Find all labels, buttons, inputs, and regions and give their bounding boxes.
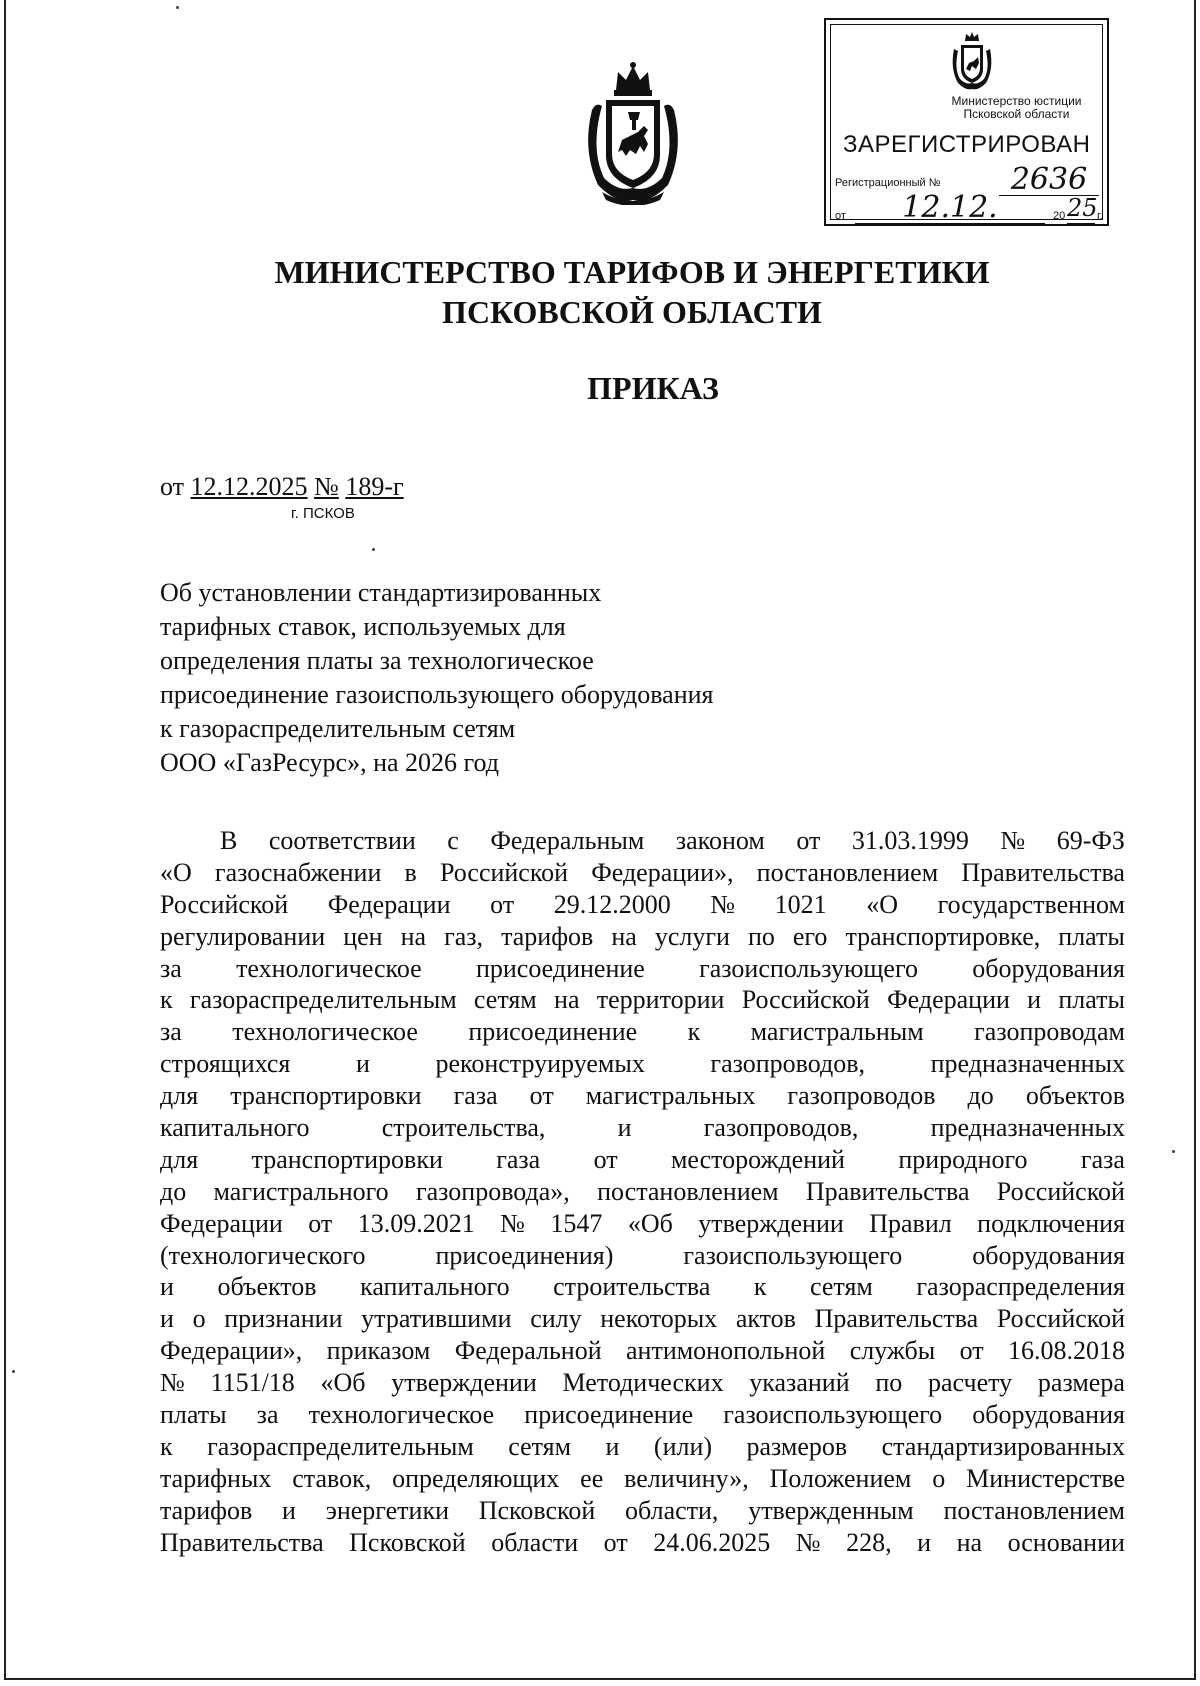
body-line	[160, 984, 1125, 1016]
body-line	[160, 1048, 1125, 1080]
body-word: 29.12.2000	[553, 889, 671, 919]
body-word: на	[400, 921, 427, 951]
body-word: Российской	[996, 1176, 1125, 1206]
body-word: Правительства	[814, 1304, 979, 1334]
body-word: газа	[1080, 1144, 1125, 1174]
subject-line: ООО «ГазРесурс», на 2026 год	[160, 748, 500, 777]
order-reference	[160, 472, 404, 502]
ministry-title	[0, 252, 1200, 332]
body-word: Федерации»,	[160, 1336, 303, 1366]
body-word: регулировании	[160, 921, 326, 951]
body-word: Федеральным	[490, 826, 645, 855]
body-word: объектов	[217, 1272, 317, 1302]
ministry-title-line2: ПСКОВСКОЙ ОБЛАСТИ	[442, 294, 822, 330]
subject-line: определения платы за технологическое	[160, 646, 594, 675]
body-word: основании	[1007, 1527, 1125, 1557]
body-word: от	[593, 1144, 618, 1174]
body-word: газоснабжении	[214, 857, 382, 887]
body-word: газа	[453, 1081, 498, 1111]
scan-speck	[372, 548, 375, 551]
body-word: утверждении	[391, 1368, 537, 1398]
body-paragraph	[160, 825, 1125, 1558]
body-line	[160, 1303, 1125, 1335]
body-line	[160, 921, 1125, 953]
body-word: Федерации»,	[591, 857, 734, 887]
body-word: 69-ФЗ	[1056, 826, 1125, 855]
body-line	[160, 1112, 1125, 1144]
body-word: постановлением	[943, 1495, 1125, 1525]
body-word: тарифов	[501, 921, 594, 951]
body-word: силу	[530, 1304, 582, 1334]
body-word: газопровода»,	[415, 1176, 570, 1206]
body-word: некоторых	[600, 1304, 718, 1334]
body-line	[160, 1176, 1125, 1208]
order-number-sign: №	[314, 472, 339, 501]
order-prefix: от	[160, 472, 185, 501]
body-word: (или)	[653, 1431, 713, 1461]
body-word: его	[792, 921, 828, 951]
body-word: размера	[1037, 1368, 1125, 1398]
body-word: газа	[496, 1144, 541, 1174]
body-word: строительства	[553, 1272, 711, 1302]
stamp-year-suffix: г.	[1097, 210, 1103, 222]
subject-line: к газораспределительным сетям	[160, 714, 516, 743]
body-word: от	[308, 1208, 333, 1238]
registration-stamp	[824, 18, 1109, 226]
body-word: на	[956, 1527, 983, 1557]
body-word: оборудования	[972, 1400, 1125, 1430]
subject-line: Об установлении стандартизированных	[160, 578, 602, 607]
ministry-title-line1: МИНИСТЕРСТВО ТАРИФОВ И ЭНЕРГЕТИКИ	[274, 254, 990, 290]
body-word: соответствии	[268, 826, 416, 855]
body-word: области,	[625, 1495, 719, 1525]
body-word: природного	[898, 1144, 1028, 1174]
body-line	[160, 1016, 1125, 1048]
stamp-year-value: 25	[1067, 194, 1098, 222]
body-word: ставок,	[292, 1463, 372, 1493]
body-word: газораспределительным	[207, 1431, 474, 1461]
body-word: сетям	[508, 1431, 572, 1461]
body-word: капитального	[360, 1272, 510, 1302]
body-word: государственном	[937, 889, 1125, 919]
body-word: капитального	[160, 1113, 310, 1143]
body-word: указаний	[749, 1368, 850, 1398]
body-word: за	[256, 1400, 279, 1430]
body-word: (технологического	[160, 1240, 366, 1270]
body-line	[160, 1240, 1125, 1272]
stamp-number-label: Регистрационный №	[835, 177, 941, 189]
body-word: для	[160, 1144, 199, 1174]
scan-speck	[12, 1370, 15, 1373]
body-word: №	[500, 1208, 525, 1238]
body-word: «Об	[320, 1368, 366, 1398]
body-word: от	[603, 1527, 628, 1557]
body-word: и	[160, 1272, 174, 1302]
body-word: сетям	[810, 1272, 873, 1302]
scan-speck	[176, 6, 179, 9]
stamp-date-value: 12.12.	[855, 193, 1045, 224]
body-word: Федеральной	[454, 1336, 602, 1366]
stamp-date-label: от	[835, 210, 846, 222]
body-word: до	[967, 1081, 994, 1111]
body-word: 1151/18	[210, 1368, 295, 1398]
body-word: Методических	[562, 1368, 724, 1398]
body-word: услуги	[654, 921, 730, 951]
body-word: Федерации	[160, 1208, 283, 1238]
body-word: газопроводов	[787, 1081, 936, 1111]
body-word: №	[1000, 826, 1026, 855]
body-word: транспортировки	[230, 1081, 422, 1111]
body-word: величину»,	[624, 1463, 749, 1493]
body-word: области	[491, 1527, 579, 1557]
subject-line: присоединение газоиспользующего оборудования	[160, 680, 714, 709]
body-word: 16.08.2018	[1007, 1336, 1125, 1366]
body-word: Российской	[741, 985, 870, 1015]
body-word: утратившими	[361, 1304, 512, 1334]
body-word: газоиспользующего	[723, 1400, 943, 1430]
body-word: ее	[580, 1463, 604, 1493]
body-word: и	[160, 1304, 174, 1334]
body-word: и	[355, 1049, 370, 1079]
body-line	[160, 1208, 1125, 1240]
body-line	[160, 1335, 1125, 1367]
body-word: утверждении	[698, 1208, 844, 1238]
body-word: платы	[1058, 921, 1125, 951]
body-line	[160, 1463, 1125, 1495]
body-word: строительства,	[381, 1113, 546, 1143]
body-word: за	[160, 953, 182, 983]
body-word: «Об	[627, 1208, 673, 1238]
body-word: до	[160, 1176, 187, 1206]
body-line	[160, 1399, 1125, 1431]
body-line	[160, 1495, 1125, 1527]
order-subject	[160, 576, 800, 780]
body-word: постановлением	[756, 857, 939, 887]
body-word: Российской	[996, 1304, 1125, 1334]
body-word: Федерации	[887, 985, 1010, 1015]
body-word: газопроводам	[974, 1017, 1125, 1047]
body-word: энергетики	[325, 1495, 449, 1525]
stamp-ministry-line1: Министерство юстиции	[951, 94, 1082, 108]
body-word: присоединение	[524, 1400, 694, 1430]
body-word: к	[160, 985, 173, 1015]
body-word: и	[605, 1431, 620, 1461]
body-word: законом	[675, 826, 765, 855]
body-word: технологическое	[232, 1017, 418, 1047]
body-word: газораспределительным	[189, 985, 457, 1015]
body-word: газопроводов,	[703, 1113, 859, 1143]
body-word: антимонопольной	[626, 1336, 826, 1366]
body-word: по	[875, 1368, 903, 1398]
body-line	[160, 889, 1125, 921]
body-word: газ,	[444, 921, 484, 951]
body-word: Правительства	[805, 1176, 970, 1206]
body-word: газораспределения	[916, 1272, 1125, 1302]
body-word: Министерстве	[966, 1463, 1125, 1493]
body-word: 24.06.2025	[653, 1527, 771, 1557]
body-word: о	[192, 1304, 206, 1334]
body-word: размеров	[746, 1431, 848, 1461]
body-word: к	[687, 1017, 701, 1047]
stamp-year-prefix: 20	[1053, 210, 1066, 222]
body-word: 228,	[846, 1527, 892, 1557]
order-date: 12.12.2025	[190, 472, 308, 501]
body-word: магистральным	[750, 1017, 924, 1047]
body-word: присоединение	[475, 953, 645, 983]
body-word: сетям	[473, 985, 537, 1015]
body-word: газоиспользующего	[699, 953, 918, 983]
stamp-ministry-name	[831, 95, 1102, 121]
body-word: №	[160, 1368, 185, 1398]
body-word: 1021	[774, 889, 827, 919]
body-word: №	[710, 889, 736, 919]
body-word: магистрального	[213, 1176, 389, 1206]
body-word: 31.03.1999	[851, 826, 969, 855]
body-word: «О	[866, 889, 899, 919]
body-word: технологическое	[308, 1400, 495, 1430]
body-word: В	[220, 826, 238, 855]
body-word: и	[617, 1113, 632, 1143]
body-word: признании	[224, 1304, 343, 1334]
body-word: по	[747, 921, 775, 951]
body-word: магистральных	[585, 1081, 756, 1111]
body-word: за	[160, 1017, 182, 1047]
body-word: постановлением	[597, 1176, 779, 1206]
body-line	[160, 1431, 1125, 1463]
body-word: газоиспользующего	[683, 1240, 903, 1270]
body-word: территории	[596, 985, 725, 1015]
body-word: объектов	[1025, 1081, 1125, 1111]
body-word: в	[404, 857, 417, 887]
body-word: от	[529, 1081, 554, 1111]
body-word: №	[795, 1527, 821, 1557]
stamp-number-value: 2636	[999, 165, 1099, 196]
body-word: 13.09.2021	[357, 1208, 475, 1238]
stamp-status: ЗАРЕГИСТРИРОВАН	[843, 131, 1091, 158]
body-word: предназначенных	[930, 1113, 1125, 1143]
body-word: тарифных	[160, 1463, 272, 1493]
body-word: тарифов	[160, 1495, 253, 1525]
body-word: Положением	[769, 1463, 912, 1493]
body-word: о	[932, 1463, 946, 1493]
body-word: Псковской	[349, 1527, 466, 1557]
body-word: определяющих	[392, 1463, 560, 1493]
body-word: платы	[1058, 985, 1125, 1015]
body-line	[160, 857, 1125, 889]
body-word: утвержденным	[748, 1495, 914, 1525]
body-word: 1547	[550, 1208, 603, 1238]
body-line	[160, 1144, 1125, 1176]
body-line	[160, 1080, 1125, 1112]
body-word: к	[753, 1272, 767, 1302]
body-word: Правительства	[961, 857, 1125, 887]
body-word: и	[282, 1495, 296, 1525]
body-word: от	[490, 889, 515, 919]
body-word: Правительства	[160, 1527, 324, 1557]
body-word: с	[447, 826, 459, 855]
body-word: на	[554, 985, 580, 1015]
body-word: транспортировке,	[845, 921, 1041, 951]
body-word: реконструируемых	[435, 1049, 645, 1079]
subject-line: тарифных ставок, используемых для	[160, 612, 566, 641]
body-word: присоединение	[468, 1017, 638, 1047]
body-word: транспортировки	[251, 1144, 443, 1174]
body-word: и	[917, 1527, 932, 1557]
body-word: на	[611, 921, 637, 951]
order-city: г. ПСКОВ	[291, 505, 355, 522]
order-number: 189-г	[345, 472, 404, 501]
body-word: оборудования	[972, 953, 1125, 983]
body-line	[160, 953, 1125, 985]
body-word: службы	[849, 1336, 936, 1366]
body-word: актов	[735, 1304, 796, 1334]
body-line	[160, 1367, 1125, 1399]
body-line	[160, 825, 1125, 857]
body-word: предназначенных	[930, 1049, 1125, 1079]
body-word: для	[160, 1081, 199, 1111]
body-word: месторождений	[670, 1144, 845, 1174]
body-word: и	[1027, 985, 1042, 1015]
body-word: Российской	[160, 889, 289, 919]
stamp-ministry-line2: Псковской области	[963, 107, 1070, 121]
body-word: к	[160, 1431, 173, 1461]
coat-of-arms-icon	[578, 60, 688, 205]
stamp-inner-border	[830, 24, 1103, 225]
body-word: «О	[160, 857, 192, 887]
body-word: расчету	[927, 1368, 1013, 1398]
body-line	[160, 1271, 1125, 1303]
body-word: газопроводов,	[710, 1049, 866, 1079]
body-word: оборудования	[972, 1240, 1125, 1270]
body-word: строящихся	[160, 1049, 291, 1079]
body-word: от	[959, 1336, 984, 1366]
scan-speck	[1172, 1150, 1175, 1153]
stamp-coat-of-arms-icon	[948, 31, 996, 91]
body-line	[160, 1527, 1125, 1559]
body-word: Российской	[439, 857, 569, 887]
body-word: подключения	[977, 1208, 1125, 1238]
body-word: Псковской	[478, 1495, 596, 1525]
body-word: цен	[343, 921, 383, 951]
body-word: платы	[160, 1400, 227, 1430]
body-word: Правил	[869, 1208, 952, 1238]
document-type: ПРИКАЗ	[587, 370, 719, 406]
body-word: Федерации	[327, 889, 451, 919]
body-word: стандартизированных	[881, 1431, 1125, 1461]
body-word: от	[796, 826, 821, 855]
body-word: приказом	[326, 1336, 431, 1366]
body-word: присоединения)	[435, 1240, 614, 1270]
body-word: технологическое	[236, 953, 422, 983]
